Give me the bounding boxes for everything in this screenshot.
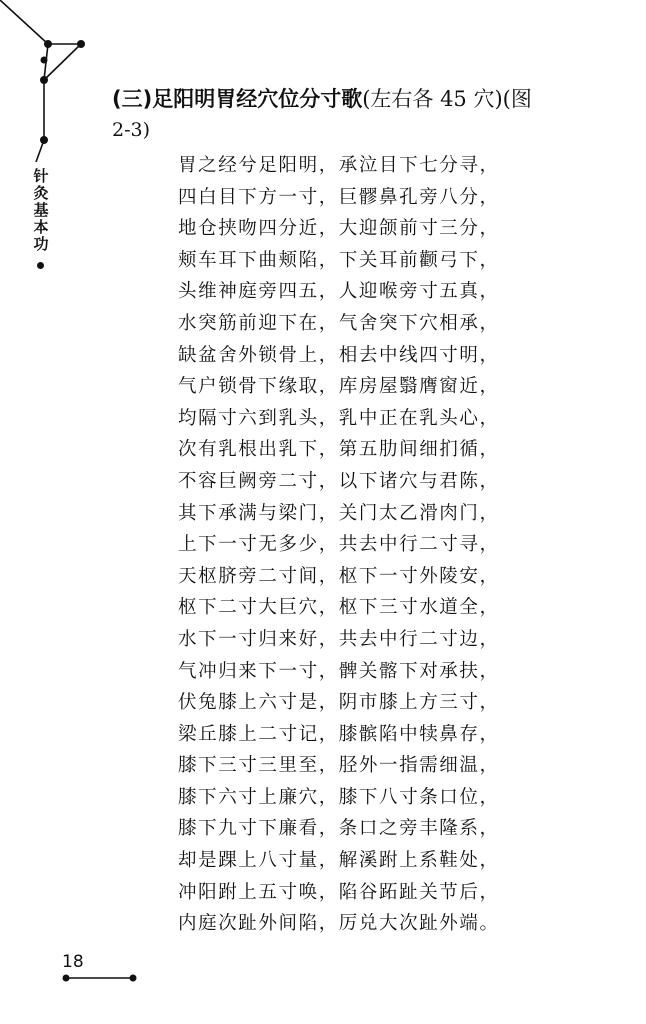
side-title-char: 灸 (33, 184, 49, 202)
verse-line: 天枢脐旁二寸间，枢下一寸外陵安， (178, 565, 500, 587)
verse-line: 不容巨阙旁二寸，以下诸穴与君陈， (178, 470, 500, 492)
verse-line: 冲阳跗上五寸唤，陷谷跖趾关节后， (178, 881, 500, 903)
side-title-char: 针 (33, 167, 49, 185)
page-number: 18 (62, 952, 84, 972)
verse-line: 地仓挟吻四分近，大迎颌前寸三分， (178, 218, 500, 240)
footer-dot (63, 975, 70, 982)
verse-line: 颊车耳下曲颊陷，下关耳前颧弓下， (178, 249, 500, 271)
verse-line: 却是踝上八寸量，解溪跗上系鞋处， (178, 850, 500, 872)
verse-line: 胃之经兮足阳明，承泣目下七分寻， (178, 155, 500, 176)
verse-line: 膝下六寸上廉穴，膝下八寸条口位， (178, 786, 500, 808)
side-title-char: 功 (33, 235, 49, 253)
verse-line: 水突筋前迎下在，气舍突下穴相承， (178, 312, 500, 334)
side-title-dot (37, 262, 44, 269)
verse-line: 内庭次趾外间陷，厉兑大次趾外端。 (178, 913, 500, 935)
verse-line: 次有乳根出乳下，第五肋间细扪循， (178, 439, 500, 461)
section-heading-continuation: 2-3) (112, 119, 151, 141)
side-book-title (32, 168, 50, 253)
verse-line: 膝下三寸三里至，胫外一指需细温， (178, 755, 500, 777)
verse-line: 缺盆舍外锁骨上，相去中线四寸明， (178, 344, 500, 366)
verse-line: 头维神庭旁四五，人迎喉旁寸五真， (178, 281, 500, 303)
verse-line: 均隔寸六到乳头，乳中正在乳头心， (178, 407, 500, 429)
acupoint-verse (178, 150, 500, 940)
constellation-star (40, 136, 48, 144)
constellation-star (44, 40, 52, 48)
verse-line: 枢下二寸大巨穴，枢下三寸水道全， (178, 597, 500, 619)
constellation-star (77, 40, 85, 48)
verse-line: 四白目下方一寸，巨髎鼻孔旁八分， (178, 186, 500, 208)
section-heading-title: (三)足阳明胃经穴位分寸歌 (112, 87, 363, 111)
side-title-char: 本 (33, 218, 49, 236)
constellation-star (41, 57, 48, 64)
constellation-star (40, 76, 48, 84)
verse-line: 膝下九寸下廉看，条口之旁丰隆系， (178, 818, 500, 840)
verse-line: 气冲归来下一寸，髀关髂下对承扶， (178, 660, 500, 682)
section-heading (112, 84, 612, 114)
section-heading-note: (左右各 45 穴)(图 (362, 87, 532, 111)
verse-line: 气户锁骨下缘取，库房屋翳膺窗近， (178, 376, 500, 398)
verse-line: 上下一寸无多少，共去中行二寸寻， (178, 534, 500, 556)
verse-line: 水下一寸归来好，共去中行二寸边， (178, 628, 500, 650)
verse-line: 梁丘膝上二寸记，膝髌陷中犊鼻存， (178, 723, 500, 745)
footer-dot (130, 975, 137, 982)
verse-line: 伏兔膝上六寸是，阴市膝上方三寸， (178, 692, 500, 714)
side-title-char: 基 (33, 201, 49, 219)
verse-line: 其下承满与梁门，关门太乙滑肉门， (178, 502, 500, 524)
